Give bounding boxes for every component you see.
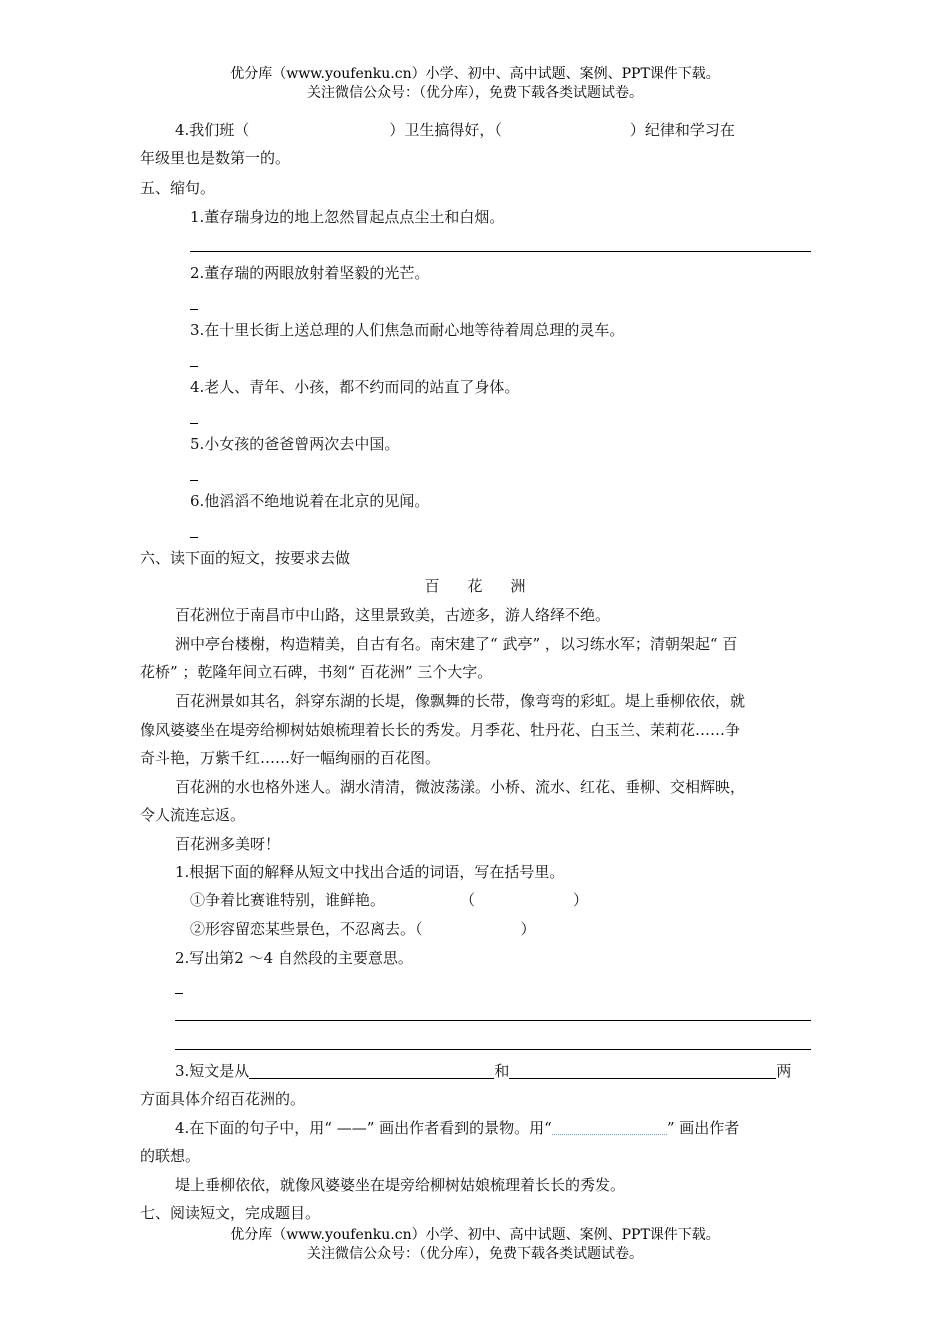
section-7-heading: 七、阅读短文，完成题目。	[140, 1204, 321, 1222]
question-6-3-line-2: 方面具体介绍百花洲的。	[140, 1090, 306, 1108]
passage-paragraph-3-line-1: 百花洲景如其名，斜穿东湖的长堤，像飘舞的长带，像弯弯的彩虹。堤上垂柳依依，就	[175, 692, 746, 710]
question-6-1a: ①争着比赛谁特别，谁鲜艳。 （ ）	[190, 891, 589, 909]
answer-blank-3a[interactable]	[249, 1062, 494, 1079]
question-6-2: 2.写出第2 ～4 自然段的主要意思。	[175, 949, 413, 967]
answer-mark-3[interactable]	[190, 366, 198, 367]
header-line-1: 优分库（www.youfenku.cn）小学、初中、高中试题、案例、PPT课件下载。	[230, 66, 720, 82]
passage-title: 百 花 洲	[424, 577, 526, 595]
question-4-line-1: 4.我们班（ ）卫生搞得好，（ ）纪律和学习在	[175, 121, 735, 139]
header-top	[0, 65, 950, 103]
answer-line-6-2a[interactable]	[175, 1020, 811, 1021]
question-6-1: 1.根据下面的解释从短文中找出合适的词语，写在括号里。	[175, 863, 565, 881]
question-6-3-line-1: 3.短文是从 和 两	[175, 1062, 792, 1080]
passage-paragraph-3-line-2: 像风婆婆坐在堤旁给柳树姑娘梳理着长长的秀发。月季花、牡丹花、白玉兰、茉莉花……争	[140, 721, 741, 739]
shrink-item-4: 4.老人、青年、小孩，都不约而同的站直了身体。	[190, 378, 520, 396]
answer-mark-5[interactable]	[190, 480, 198, 481]
shrink-item-3: 3.在十里长街上送总理的人们焦急而耐心地等待着周总理的灵车。	[190, 321, 625, 339]
shrink-item-6: 6.他滔滔不绝地说着在北京的见闻。	[190, 492, 430, 510]
annotate-sentence[interactable]: 堤上垂柳依依，就像风婆婆坐在堤旁给柳树姑娘梳理着长长的秀发。	[175, 1176, 626, 1194]
footer	[0, 1226, 950, 1264]
section-5-heading: 五、缩句。	[140, 179, 216, 197]
shrink-item-5: 5.小女孩的爸爸曾两次去中国。	[190, 435, 400, 453]
passage-paragraph-1: 百花洲位于南昌市中山路，这里景致美，古迹多，游人络绎不绝。	[175, 606, 611, 624]
shrink-item-1: 1.董存瑞身边的地上忽然冒起点点尘土和白烟。	[190, 208, 505, 226]
answer-mark-6-2[interactable]	[175, 993, 183, 994]
answer-mark-2[interactable]	[190, 309, 198, 310]
question-4-line-2: 年级里也是数第一的。	[140, 149, 291, 167]
passage-paragraph-3-line-3: 奇斗艳，万紫千红……好一幅绚丽的百花图。	[140, 749, 441, 767]
passage-paragraph-5: 百花洲多美呀！	[175, 835, 281, 853]
question-6-4-line-1: 4.在下面的句子中，用“ ——” 画出作者看到的景物。用“ ” 画出作者	[175, 1119, 740, 1137]
answer-blank-3b[interactable]	[509, 1062, 776, 1079]
section-6-heading: 六、读下面的短文，按要求去做	[140, 549, 351, 567]
passage-paragraph-2-line-2: 花桥” ；乾隆年间立石碑，书刻“ 百花洲” 三个大字。	[140, 663, 493, 681]
passage-paragraph-2-line-1: 洲中亭台楼榭，构造精美，自古有名。南宋建了“ 武亭” ，以习练水军；清朝架起“ 百	[175, 635, 738, 653]
passage-paragraph-4-line-1: 百花洲的水也格外迷人。湖水清清，微波荡漾。小桥、流水、红花、垂柳、交相辉映，	[175, 778, 746, 796]
question-6-1b: ②形容留恋某些景色，不忍离去。（ ）	[190, 920, 536, 938]
shrink-item-2: 2.董存瑞的两眼放射着坚毅的光芒。	[190, 264, 430, 282]
passage-paragraph-4-line-2: 令人流连忘返。	[140, 806, 246, 824]
footer-line-1: 优分库（www.youfenku.cn）小学、初中、高中试题、案例、PPT课件下载。	[230, 1227, 720, 1243]
answer-mark-6[interactable]	[190, 537, 198, 538]
footer-line-2: 关注微信公众号：（优分库），免费下载各类试题试卷。	[307, 1246, 643, 1262]
answer-line-6-2b[interactable]	[175, 1049, 811, 1050]
header-line-2: 关注微信公众号：（优分库），免费下载各类试题试卷。	[307, 85, 643, 101]
answer-line-1[interactable]	[190, 251, 811, 252]
question-6-4-line-2: 的联想。	[140, 1147, 201, 1165]
answer-mark-4[interactable]	[190, 423, 198, 424]
wavy-line-sample	[552, 1124, 667, 1135]
